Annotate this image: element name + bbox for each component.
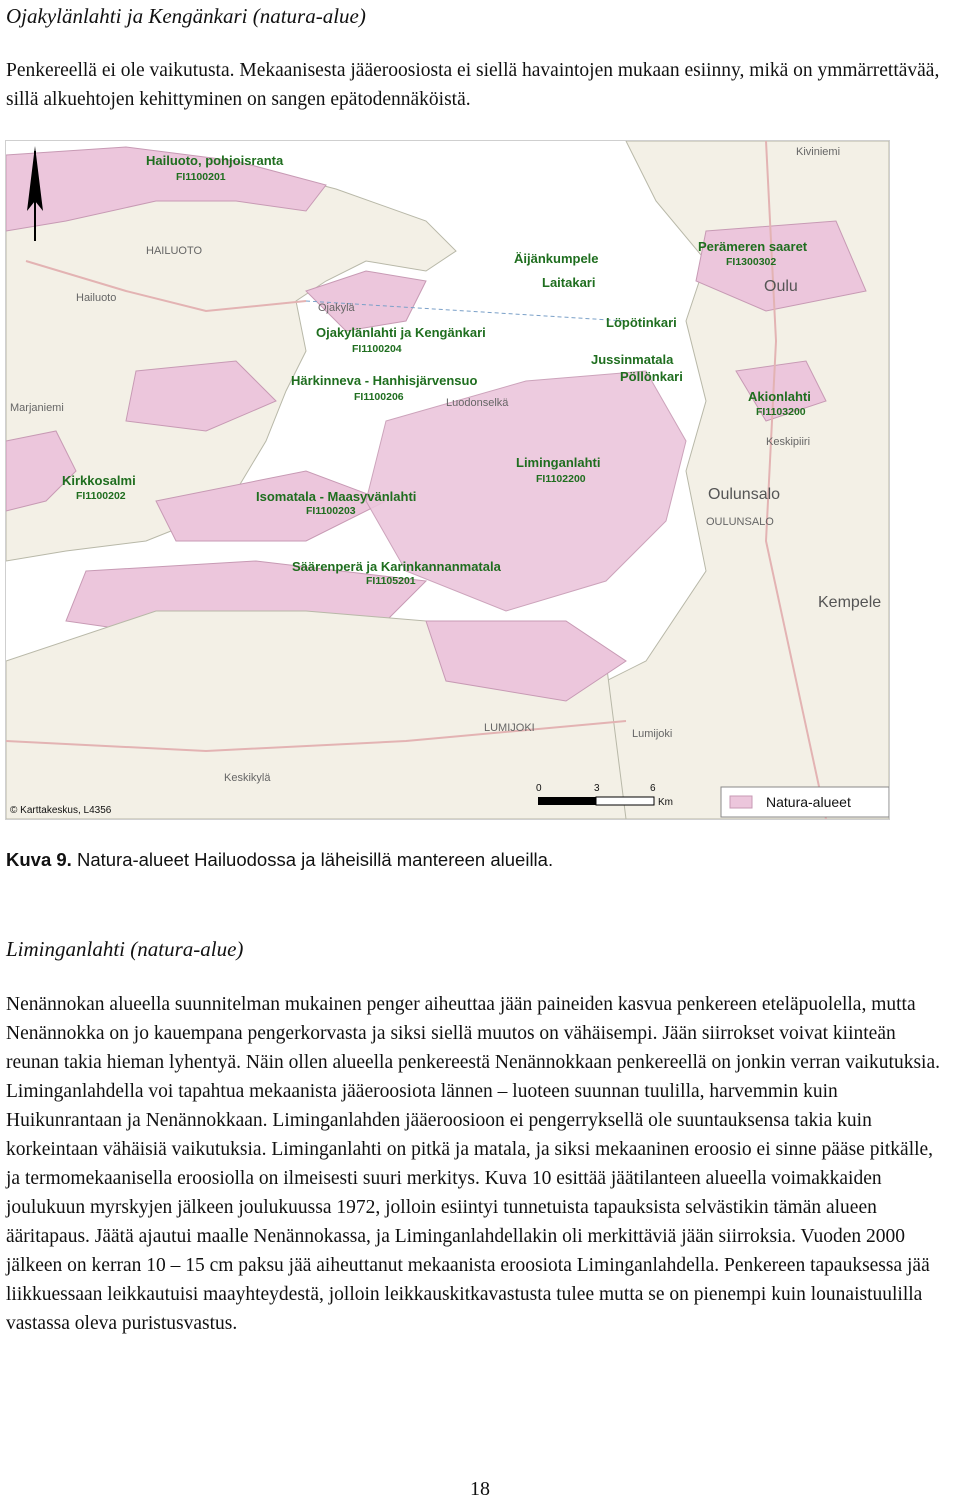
map-copyright: © Karttakeskus, L4356 [10,805,112,816]
figure-label: Kuva 9. [6,849,72,870]
map-label-code: FI1100204 [352,343,402,355]
intro-paragraph: Penkereellä ei ole vaikutusta. Mekaanisesta jääeroosiosta ei siellä havaintojen mukaan esiinny, mikä on ymmärrettävää, sillä alkuehtojen kehittyminen on sangen epätodennäköistä. [6,60,940,110]
page-number: 18 [470,1478,490,1500]
map-label: Kirkkosalmi [62,473,136,488]
body-paragraph: Nenännokan alueella suunnitelman mukainen penger aiheuttaa jään paineiden kasvua penkereen eteläpuolella, mutta Nenännokka on jo kauempana pengerkorvasta ja siksi siellä muutos on vähäisempi. Jään siirrokset voivat kiinteän reunan takia hieman lyhentyä. Näin ollen alueella penkereestä Nenännokkaan penkereellä on jonkin verran vaikutuksia. Liminganlahdella voi tapahtua mekaanista jääeroosiota lännen – luoteen suunnan tuulilla, harvemmin kuin Huikunrantaan ja Nenännokkaan. Liminganlahden jääeroosioon ei pengerryksellä ole suuntauksensa takia kuin korkeintaan vähäisiä vaikutuksia. Liminganlahti on pitkä ja matala, ja siksi mekaaninen eroosio ei sinne pääse pitkälle, ja termomekaanisella eroosiolla on ilmeisesti suuri merkitys. Kuva 10 esittää jäätilanteen alueella voimakkaiden joulukuun myrskyjen jälkeen joulukuussa 1972, jolloin esiintyi tunnetuista tapauksista selvästikin tämän alueen ääritapaus. Jäätä ajautui maalle Nenännokassa, ja Liminganlahdellakin oli merkittäviä jään siirroksia. Vuoden 2000 jälkeen on kerran 10 – 15 cm paksu jää aiheuttanut mekaanista eroosiota Liminganlahdella. Penkereen tapauksessa jää liikkuessaan leikkautuisi maayhteydestä, jolloin leikkauskitkavastusta tulee mutta se on pienempi kuin lounaistuulilla vastassa oleva puristusvastus. [6,994,941,1334]
scale-tick: 6 [650,783,656,794]
town-label: Kiviniemi [796,146,841,158]
town-label: Kempele [818,594,882,611]
section-heading-liminganlahti: Liminganlahti (natura-alue) [6,937,244,961]
town-label: LUMIJOKI [484,722,535,734]
map-label-code: FI1103200 [756,406,806,418]
map-label: Pöllönkari [620,369,683,384]
scale-tick: 3 [594,783,600,794]
town-label: OULUNSALO [706,516,774,528]
figure-caption-text: Natura-alueet Hailuodossa ja läheisillä mantereen alueilla. [76,849,554,870]
map-label-code: FI1100206 [354,391,404,403]
map-label: Löpötinkari [606,315,677,330]
legend-swatch [730,796,752,808]
map-label: Ojakylänlahti ja Kengänkari [316,325,486,340]
scale-tick: 0 [536,783,542,794]
map-label-code: FI1300302 [726,256,777,268]
town-label: Keskikylä [224,772,271,784]
map-label: Liminganlahti [516,455,601,470]
town-label: Oulu [764,278,798,295]
town-label: Keskipiiri [766,436,811,448]
figure-caption [6,849,553,871]
map-label: Perämeren saaret [698,239,808,254]
map-label-code: FI1102200 [536,473,586,485]
map-label-code: FI1100201 [176,171,226,183]
town-label: Oulunsalo [708,486,781,503]
town-label: Lumijoki [632,728,673,740]
natura-map [5,140,890,820]
map-label: Säärenperä ja Karinkannanmatala [292,559,501,574]
map-label: Jussinmatala [591,352,674,367]
town-label: Hailuoto [76,292,117,304]
map-label: Äijänkumpele [514,251,599,266]
map-legend [721,787,889,817]
map-label-code: FI1100202 [76,490,126,502]
map-label: Akionlahti [748,389,811,404]
map-label: Härkinneva - Hanhisjärvensuo [291,373,478,388]
map-label-code: FI1105201 [366,575,416,587]
map-label: Hailuoto, pohjoisranta [146,153,284,168]
town-label: Luodonselkä [446,397,509,409]
map-label-code: FI1100203 [306,505,356,517]
legend-label: Natura-alueet [766,794,851,810]
section-heading-ojakylanlahti: Ojakylänlahti ja Kengänkari (natura-alue) [6,4,366,28]
map-label: Isomatala - Maasyvänlahti [256,489,417,504]
map-label: Laitakari [542,275,596,290]
town-label: Ojakylä [318,302,355,314]
town-label: Marjaniemi [10,402,64,414]
scale-unit: Km [658,797,673,808]
town-label: HAILUOTO [146,245,203,257]
